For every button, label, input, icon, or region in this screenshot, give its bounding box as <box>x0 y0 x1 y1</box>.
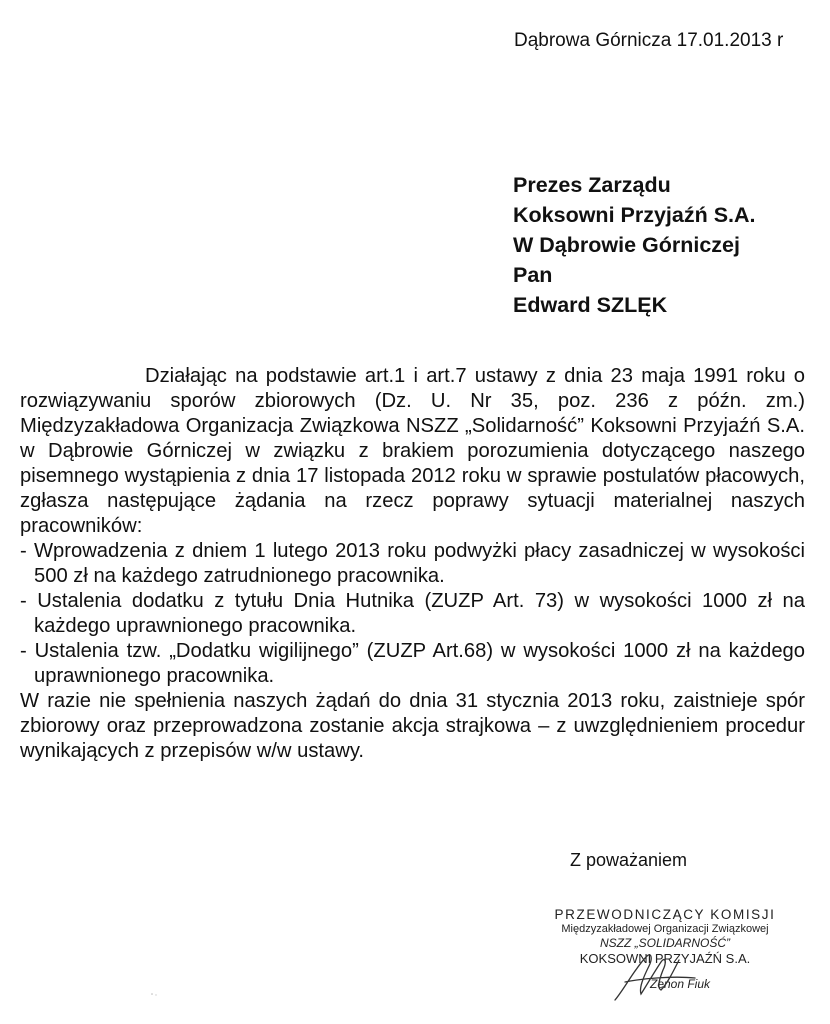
stamp-organization: Międzyzakładowej Organizacji Związkowej <box>561 923 769 935</box>
recipient-line-company: Koksowni Przyjaźń S.A. <box>513 203 756 227</box>
recipient-line-salutation: Pan <box>513 263 553 287</box>
stamp-union: NSZZ „SOLIDARNOŚĆ” <box>599 936 730 950</box>
letter-date: Dąbrowa Górnicza 17.01.2013 r <box>514 30 784 51</box>
letter-body <box>20 364 805 764</box>
demand-item-2: - Ustalenia dodatku z tytułu Dnia Hutnika (ZUZP Art. 73) w wysokości 1000 zł na każdego uprawnionego pracownika. <box>20 590 805 637</box>
intro-paragraph: Działając na podstawie art.1 i art.7 ustawy z dnia 23 maja 1991 roku o rozwiązywaniu sporów zbiorowych (Dz. U. Nr 35, poz. 236 z późn. zm.) Międzyzakładowa Organizacja Związkowa NSZZ „Solidarność” Koksowni Przyjaźń S.A. w Dąbrowie Górniczej w związku z brakiem porozumienia dotyczącego naszego pisemnego wystąpienia z dnia 17 listopada 2012 roku w sprawie postulatów płacowych, zgłasza następujące żądania na rzecz poprawy sytuacji materialnej naszych pracowników: <box>20 365 805 537</box>
signature-icon <box>595 948 715 1008</box>
demand-item-3: - Ustalenia tzw. „Dodatku wigilijnego” (ZUZP Art.68) w wysokości 1000 zł na każdego uprawnionego pracownika. <box>20 640 805 687</box>
closing-paragraph: W razie nie spełnienia naszych żądań do dnia 31 stycznia 2013 roku, zaistnieje spór zbiorowy oraz przeprowadzona zostanie akcja strajkowa – z uwzględnieniem procedur wynikających z przepisów w/w ustawy. <box>20 690 805 762</box>
stamp-company: KOKSOWNI PRZYJAŹŃ S.A. <box>579 951 751 966</box>
recipient-line-name: Edward SZLĘK <box>513 293 668 317</box>
stamp-title: PRZEWODNICZĄCY KOMISJI <box>554 907 776 922</box>
stamp-signatory: Zenon Fiuk <box>649 977 711 991</box>
recipient-line-city: W Dąbrowie Górniczej <box>513 233 740 257</box>
recipient-block <box>513 170 756 320</box>
demand-item-1: - Wprowadzenia z dniem 1 lutego 2013 roku podwyżki płacy zasadniczej w wysokości 500 zł na każdego zatrudnionego pracownika. <box>20 540 805 587</box>
greeting: Z poważaniem <box>570 850 688 870</box>
recipient-line-title: Prezes Zarządu <box>513 173 671 197</box>
scan-speck <box>150 992 158 997</box>
